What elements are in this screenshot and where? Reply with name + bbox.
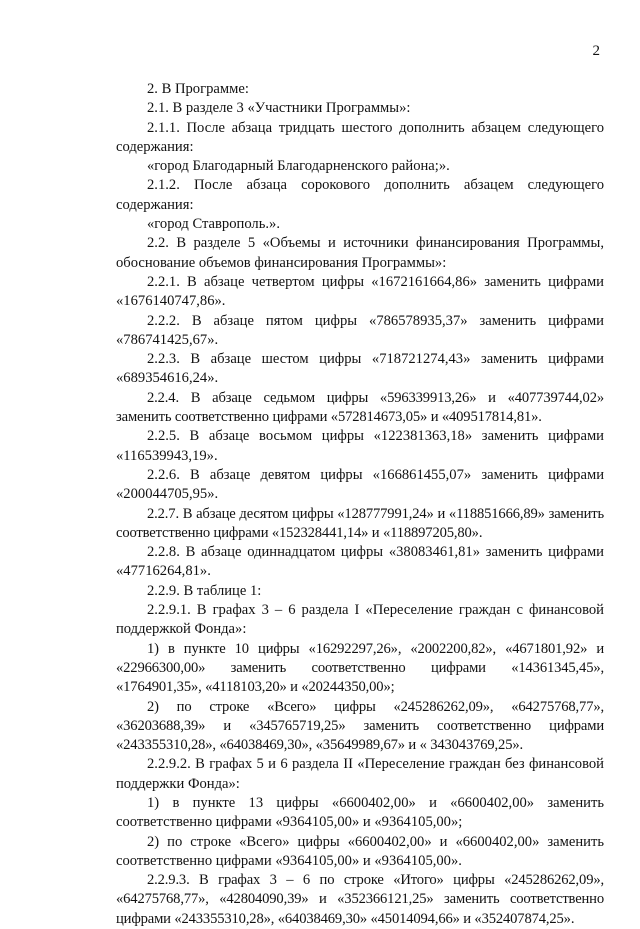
paragraph-quote-blagodarny: «город Благодарный Благодарненского района;». xyxy=(147,158,450,175)
document-body xyxy=(116,80,604,929)
paragraph-2-2-6: 2.2.6. В абзаце девятом цифры «166861455,07» заменить цифрами «200044705,95». xyxy=(116,466,604,503)
paragraph-2-2-4: 2.2.4. В абзаце седьмом цифры «596339913,26» и «407739744,02» заменить соответственно цифрами «572814673,05» и «409517814,81». xyxy=(116,389,604,426)
paragraph-2-2-9-1-item-1: 1) в пункте 10 цифры «16292297,26», «2002200,82», «4671801,92» и «22966300,00» заменить соответственно цифрами «14361345,45», «1764901,35», «4118103,20» и «20244350,00»; xyxy=(116,640,604,696)
paragraph-2-2-9: 2.2.9. В таблице 1: xyxy=(147,582,262,599)
page-number: 2 xyxy=(592,43,600,59)
paragraph-2-2-1: 2.2.1. В абзаце четвертом цифры «1672161664,86» заменить цифрами «1676140747,86». xyxy=(116,273,604,310)
paragraph-2-2: 2.2. В разделе 5 «Объемы и источники финансирования Программы, обоснование объемов финансирования Программы»: xyxy=(116,235,604,271)
paragraph-2-1: 2.1. В разделе 3 «Участники Программы»: xyxy=(147,100,411,117)
paragraph-quote-stavropol: «город Ставрополь.». xyxy=(147,216,280,233)
paragraph-2-2-9-1: 2.2.9.1. В графах 3 – 6 раздела I «Переселение граждан с финансовой поддержкой Фонда»: xyxy=(116,602,604,638)
paragraph-2-2-3: 2.2.3. В абзаце шестом цифры «718721274,43» заменить цифрами «689354616,24». xyxy=(116,351,604,387)
paragraph-2-1-2: 2.1.2. После абзаца сорокового дополнить абзацем следующего содержания: xyxy=(116,177,604,213)
paragraph-2-2-5: 2.2.5. В абзаце восьмом цифры «122381363,18» заменить цифрами «116539943,19». xyxy=(116,428,604,464)
paragraph-2-1-1: 2.1.1. После абзаца тридцать шестого дополнить абзацем следующего содержания: xyxy=(116,119,604,155)
paragraph-2-2-9-3: 2.2.9.3. В графах 3 – 6 по строке «Итого» цифры «245286262,09», «64275768,77», «42804090,39» и «352366121,25» заменить соответственно цифрами «243355310,28», «64038469,30» «45014094,66» и «352407874,25». xyxy=(116,872,604,927)
paragraph-2: 2. В Программе: xyxy=(147,81,249,97)
paragraph-2-2-9-1-item-2: 2) по строке «Всего» цифры «245286262,09», «64275768,77», «36203688,39» и «345765719,25» заменить соответственно цифрами «243355310,28», «64038469,30», «35649989,67» и « 343043769,25». xyxy=(116,698,604,754)
paragraph-2-2-2: 2.2.2. В абзаце пятом цифры «786578935,37» заменить цифрами «786741425,67». xyxy=(116,312,604,348)
paragraph-2-2-8: 2.2.8. В абзаце одиннадцатом цифры «38083461,81» заменить цифрами «47716264,81». xyxy=(116,544,604,580)
paragraph-2-2-7: 2.2.7. В абзаце десятом цифры «128777991,24» и «118851666,89» заменить соответственно цифрами «152328441,14» и «118897205,80». xyxy=(116,505,604,541)
paragraph-2-2-9-2-item-1: 1) в пункте 13 цифры «6600402,00» и «6600402,00» заменить соответственно цифрами «9364105,00» и «9364105,00»; xyxy=(116,794,604,831)
paragraph-2-2-9-2-item-2: 2) по строке «Всего» цифры «6600402,00» и «6600402,00» заменить соответственно цифрами «9364105,00» и «9364105,00». xyxy=(116,833,604,869)
paragraph-2-2-9-2: 2.2.9.2. В графах 5 и 6 раздела II «Переселение граждан без финансовой поддержки Фонда»: xyxy=(116,756,604,792)
